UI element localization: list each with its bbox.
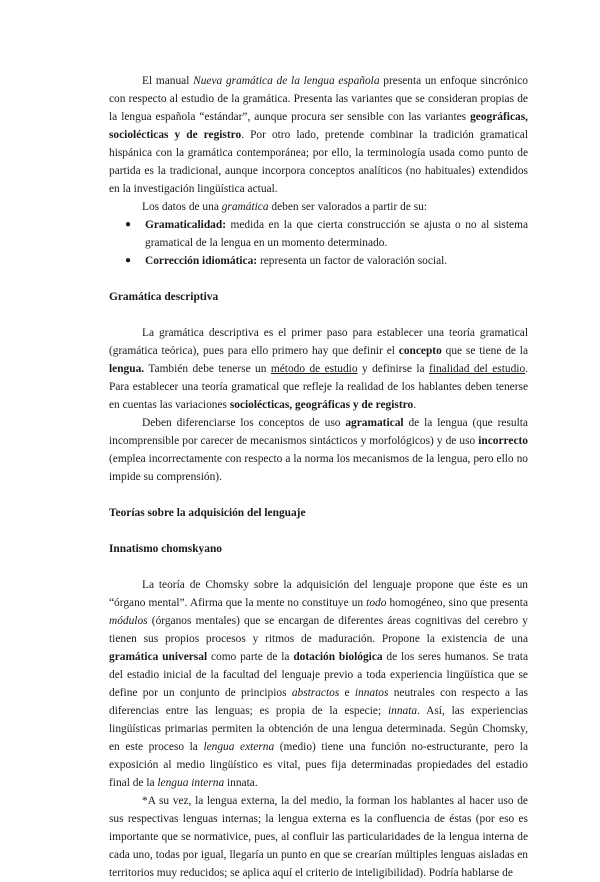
text-run: como parte de la [207,651,294,663]
text-run: También debe tenerse un [144,363,271,375]
text-run: La teoría de Chomsky sobre la adquisición del lenguaje propone que éste es un “órgano mental”. Afirma que la mente no constituye un [109,579,528,609]
list-term: Corrección idiomática: [145,255,258,267]
text-run: innata. [224,777,258,789]
criteria-list [109,216,528,270]
paragraph-intro [109,72,528,198]
list-item [109,216,528,252]
text-run: que se tiene de la [441,345,529,357]
emphasis-italic: lengua externa [203,741,275,753]
emphasis-underline: método de estudio [270,363,358,375]
emphasis-bold: incorrecto [478,435,528,447]
emphasis-italic: lengua interna [157,777,225,789]
text-run: neutrales con respecto a las diferencias entre las lenguas; es propia de la especie; [109,687,528,717]
emphasis-bold: dotación biológica [293,651,383,663]
emphasis-italic: innatos [354,687,389,699]
section-heading: Teorías sobre la adquisición del lenguaje [109,507,306,519]
text-run: (medio) tiene una función no-estructurante, pero la exposición al medio lingüístico es vital, pues fija determinadas propiedades del estadio final de la [109,741,529,789]
text-run: . Por otro lado, pretende combinar la tradición gramatical hispánica con la gramática contemporánea; por ello, la terminología usada como punto de partida es la tradicional, aunque incorpora conceptos analíticos (no habituales) extendidos en la investigación lingüística actual. [109,129,528,195]
section-heading: Gramática descriptiva [109,291,219,303]
text-run: . Para establecer una teoría gramatical que refleje la realidad de los hablantes deben tenerse en cuentas las variaciones [109,363,529,411]
book-title: Nueva gramática de la lengua española [193,75,380,87]
bullet-icon: ● [125,219,132,230]
paragraph-chomsky [109,576,528,792]
emphasis-italic: todo [366,597,387,609]
text-run: homogéneo, sino que presenta [386,597,529,609]
list-text: representa un factor de valoración social. [257,255,448,267]
text-run: (órganos mentales) que se encargan de diferentes áreas cognitivas del cerebro y tienen sus propios procesos y ritmos de maduración. Propone la existencia de una [109,615,528,645]
text-run: La gramática descriptiva es el primer paso para establecer una teoría gramatical (gramática teórica), pues para ello primero hay que definir el [109,327,528,357]
emphasis-italic: gramática [221,201,269,213]
text-run: presenta un enfoque sincrónico con respecto al estudio de la gramática. Presenta las variantes que se consideran propias de la lengua española “estándar”, aunque procura ser sensible con las variantes [109,75,528,123]
emphasis-italic: abstractos [291,687,340,699]
emphasis-bold: gramática universal [109,651,208,663]
text-run: deben ser valorados a partir de su: [268,201,428,213]
emphasis-bold: lengua. [109,363,145,375]
list-text: medida en la que cierta construcción se ajusta o no al sistema gramatical de la lengua en un momento determinado. [145,219,528,249]
text-run: Deben diferenciarse los conceptos de uso [142,417,346,429]
list-term: Gramaticalidad: [145,219,226,231]
text-run: (emplea incorrectamente con respecto a la norma los mecanismos de la lengua, pero ello no impide su comprensión). [109,453,528,483]
list-item [109,252,528,270]
document-body [109,72,528,882]
subsection-heading: Innatismo chomskyano [109,543,222,555]
paragraph-usage-types [109,414,528,486]
text-run: . Así, las experiencias lingüísticas primarias permiten la obtención de una lengua determinada. Según Chomsky, en este proceso la [109,705,528,753]
text-run: de los seres humanos. Se trata del estadio inicial de la facultad del lenguaje previo a toda experiencia lingüística que se define por un conjunto de principios [109,651,528,699]
text-run: de la lengua (que resulta incomprensible por carecer de mecanismos sintácticos y morfológicos) y de uso [109,417,528,447]
text-run: Los datos de una [142,201,222,213]
emphasis-bold: sociolécticas, geográficas y de registro [229,399,414,411]
emphasis-bold: geográficas, sociolécticas y de registro [109,111,528,141]
paragraph-descriptive-grammar [109,324,528,414]
emphasis-italic: módulos [109,615,148,627]
text-run: y definirse la [357,363,429,375]
emphasis-bold: agramatical [345,417,404,429]
paragraph-external-language: *A su vez, la lengua externa, la del medio, la forman los hablantes al hacer uso de sus respectivas lenguas internas; la lengua externa es la confluencia de éstas (por eso es importante que se normativice, pues, al confluir las particularidades de la lengua interna de cada uno, todas por igual, llegaría un punto en que se crearían múltiples lenguas aisladas en territorios muy reducidos; se aplica aquí el criterio de inteligibilidad). Podría hablarse de [109,795,528,879]
emphasis-italic: innata [387,705,418,717]
text-run: El manual [142,75,194,87]
paragraph-data-criteria [109,198,528,216]
emphasis-underline: finalidad del estudio [429,363,526,375]
text-run: e [339,687,355,699]
text-run: . [413,399,417,411]
emphasis-bold: concepto [398,345,442,357]
bullet-icon: ● [125,255,132,266]
